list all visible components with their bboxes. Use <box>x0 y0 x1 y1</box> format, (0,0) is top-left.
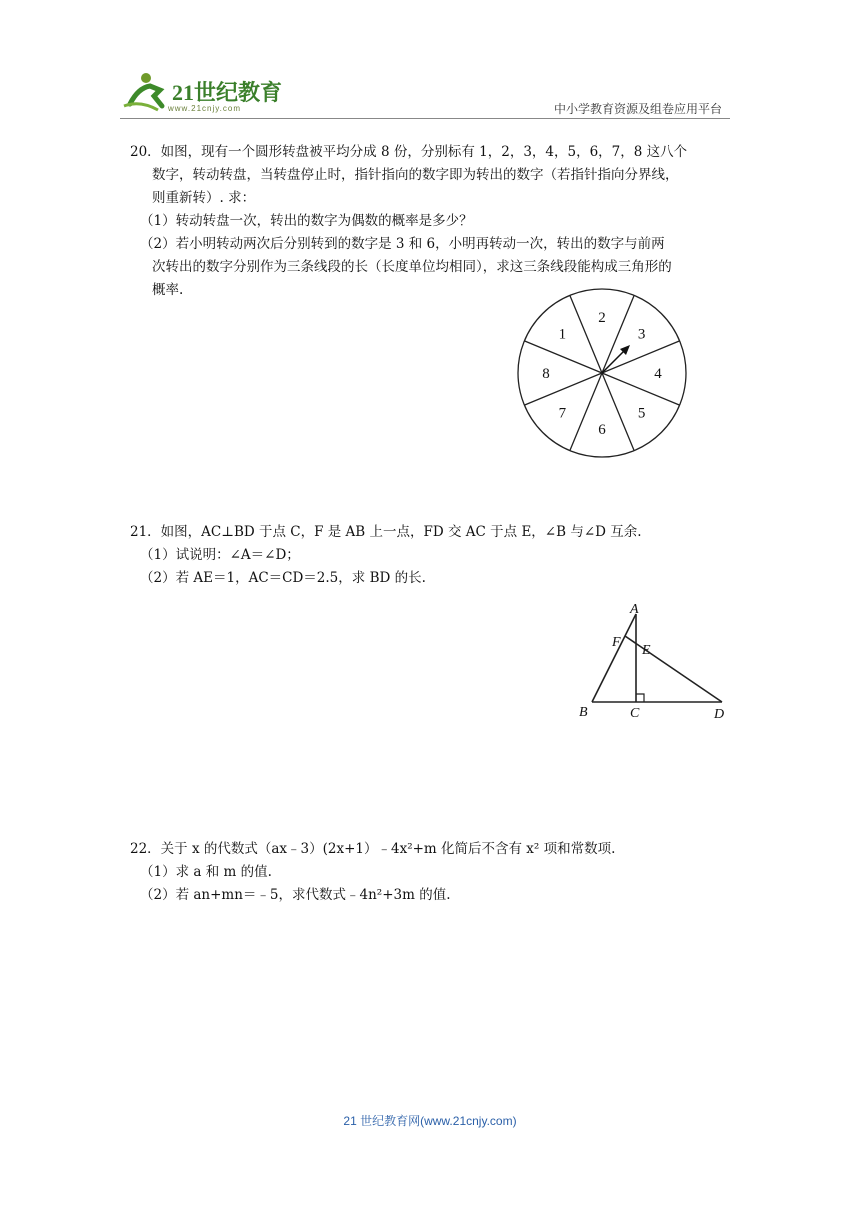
page-header <box>120 66 730 124</box>
platform-title: 中小学教育资源及组卷应用平台 <box>553 102 722 116</box>
label-E: E <box>642 643 651 658</box>
spinner-label: 3 <box>637 326 646 343</box>
q20-line3: 则重新转）. 求： <box>152 190 256 206</box>
header-divider <box>120 118 730 119</box>
q20-part2c: 概率. <box>152 282 184 298</box>
label-A: A <box>630 602 639 617</box>
spinner-figure <box>512 284 692 460</box>
triangle-figure <box>576 600 730 724</box>
spinner-label: 1 <box>558 326 567 343</box>
spinner-label: 2 <box>598 310 606 326</box>
segment-AB <box>592 614 636 702</box>
q21-part2: （2）若 AE＝1，AC＝CD＝2.5，求 BD 的长. <box>140 570 426 586</box>
question-20 <box>130 141 734 302</box>
page-footer: 21 世纪教育网(www.21cnjy.com) <box>343 1114 517 1128</box>
q20-line2: 数字，转动转盘，当转盘停止时，指针指向的数字即为转出的数字（若指针指向分界线， <box>152 167 679 183</box>
question-21 <box>130 521 734 590</box>
spinner-label: 7 <box>558 405 567 422</box>
q21-line1: 21．如图，AC⊥BD 于点 C，F 是 AB 上一点，FD 交 AC 于点 E，∠B 与∠D 互余. <box>130 524 642 540</box>
q20-part2a: （2）若小明转动两次后分别转到的数字是 3 和 6，小明再转动一次，转出的数字与前两 <box>140 236 665 252</box>
q22-part2: （2）若 an+mn＝﹣5，求代数式﹣4n²+3m 的值. <box>140 887 451 903</box>
q20-line1: 20．如图，现有一个圆形转盘被平均分成 8 份，分别标有 1，2，3，4，5，6，7，8 这八个 <box>130 144 688 160</box>
label-B: B <box>579 705 588 720</box>
q22-line1: 22．关于 x 的代数式（ax﹣3）(2x+1）﹣4x²+m 化简后不含有 x² 项和常数项. <box>130 841 616 857</box>
spinner-label: 4 <box>654 366 662 382</box>
logo-url: www.21cnjy.com <box>168 104 241 113</box>
question-22 <box>130 838 734 907</box>
right-angle-mark-icon <box>636 694 644 702</box>
label-F: F <box>612 635 621 650</box>
spinner-label: 5 <box>637 405 646 422</box>
label-D: D <box>714 707 725 722</box>
segment-FD <box>625 636 722 702</box>
q20-part2b: 次转出的数字分别作为三条线段的长（长度单位均相同），求这三条线段能构成三角形的 <box>152 259 672 275</box>
label-C: C <box>630 706 640 721</box>
q22-part1: （1）求 a 和 m 的值. <box>140 864 272 880</box>
spinner-label: 6 <box>598 422 606 438</box>
q21-part1: （1）试说明：∠A＝∠D； <box>140 547 300 563</box>
q20-part1: （1）转动转盘一次，转出的数字为偶数的概率是多少？ <box>140 213 473 229</box>
logo-text: 21世纪教育 <box>172 80 283 105</box>
spinner-label: 8 <box>542 366 550 382</box>
